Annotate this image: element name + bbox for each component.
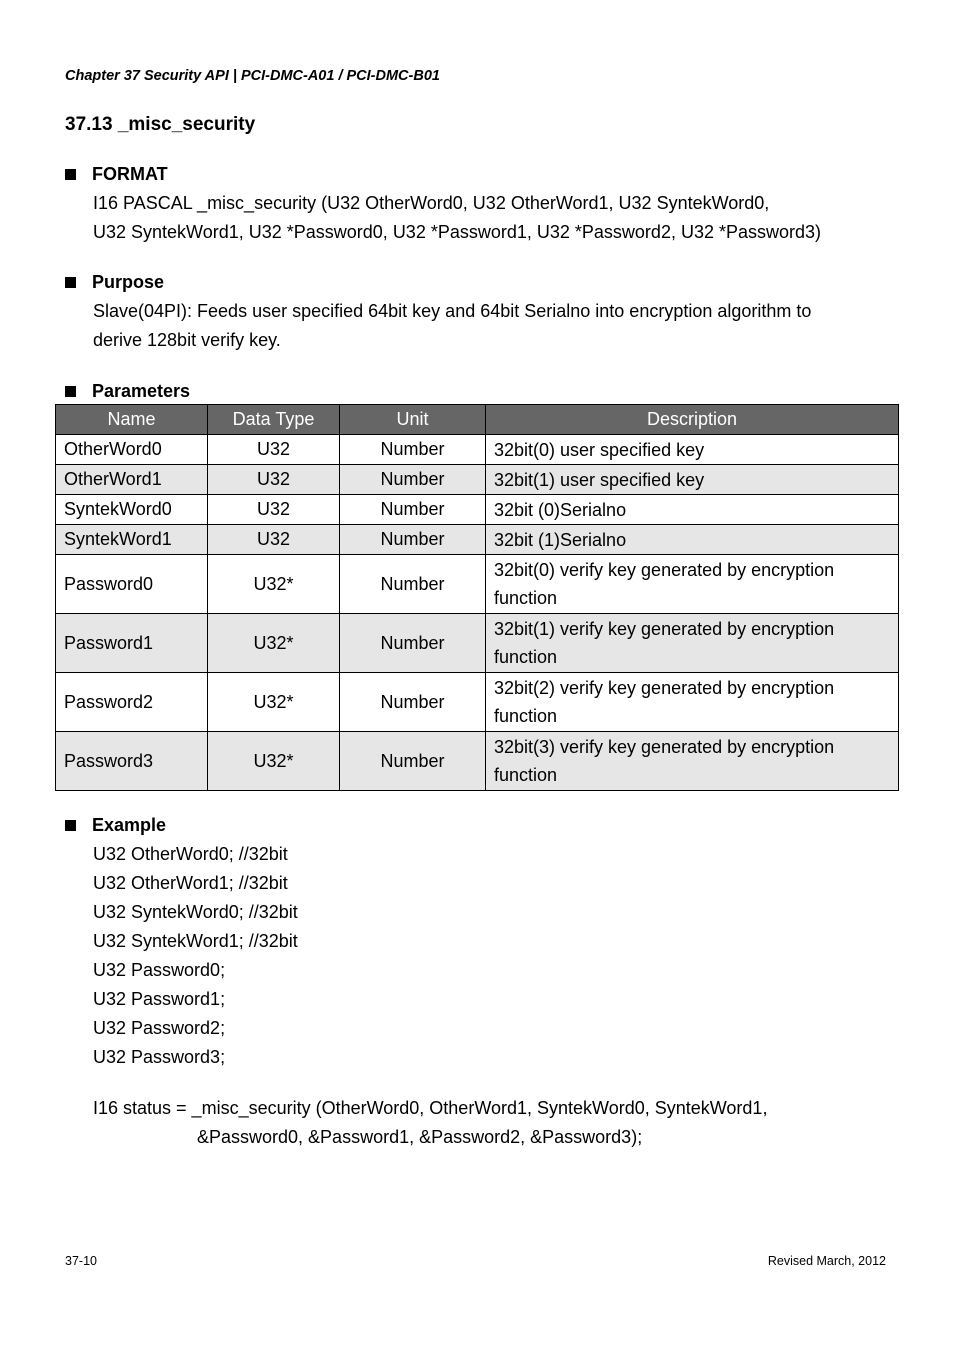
description-line: 32bit (1)Serialno: [494, 529, 627, 550]
param-type: U32: [208, 465, 340, 495]
param-unit: Number: [340, 435, 486, 465]
revision-date: Revised March, 2012: [767, 1254, 886, 1268]
param-unit: Number: [340, 614, 486, 673]
format-heading-label: FORMAT: [92, 164, 168, 184]
table-row: [56, 673, 899, 732]
description-line: 32bit(0) user specified key: [494, 439, 705, 460]
param-description: [486, 435, 899, 465]
param-name: Password1: [56, 614, 208, 673]
description-line: 32bit(1) user specified key: [494, 469, 705, 490]
code-line: U32 SyntekWord0; //32bit: [93, 902, 298, 922]
table-row: [56, 495, 899, 525]
purpose-heading: [65, 270, 895, 294]
param-type: U32*: [208, 673, 340, 732]
param-type: U32*: [208, 555, 340, 614]
description-line: 32bit(3) verify key generated by encryption: [494, 737, 835, 757]
code-line: U32 Password1;: [93, 989, 226, 1009]
section-title: 37.13 _misc_security: [65, 114, 256, 135]
param-unit: Number: [340, 495, 486, 525]
param-description: [486, 555, 899, 614]
code-line: U32 Password3;: [93, 1047, 226, 1067]
param-unit: Number: [340, 555, 486, 614]
table-row: [56, 435, 899, 465]
example-code: [93, 840, 895, 1152]
param-description: [486, 732, 899, 791]
code-spacer: [93, 1072, 895, 1094]
param-name: OtherWord0: [56, 435, 208, 465]
param-unit: Number: [340, 673, 486, 732]
chapter-header: Chapter 37 Security API | PCI-DMC-A01 / PCI-DMC-B01: [65, 68, 440, 84]
purpose-section: [65, 270, 895, 355]
format-signature: [93, 189, 895, 247]
code-line: U32 OtherWord1; //32bit: [93, 873, 288, 893]
param-name: OtherWord1: [56, 465, 208, 495]
description-line: function: [494, 765, 558, 785]
param-description: [486, 525, 899, 555]
param-description: [486, 614, 899, 673]
description-line: 32bit(2) verify key generated by encryption: [494, 678, 835, 698]
table-header-row: [56, 405, 899, 435]
parameters-heading-label: Parameters: [92, 381, 191, 401]
code-line: U32 Password2;: [93, 1018, 226, 1038]
table-row: [56, 614, 899, 673]
code-line: I16 status = _misc_security (OtherWord0, OtherWord1, SyntekWord0, SyntekWord1,: [93, 1098, 768, 1118]
table-row: [56, 525, 899, 555]
param-name: Password3: [56, 732, 208, 791]
param-name: SyntekWord0: [56, 495, 208, 525]
param-name: SyntekWord1: [56, 525, 208, 555]
description-line: function: [494, 706, 558, 726]
purpose-heading-label: Purpose: [92, 272, 165, 292]
param-description: [486, 495, 899, 525]
param-name: Password2: [56, 673, 208, 732]
description-line: 32bit(0) verify key generated by encryption: [494, 560, 835, 580]
param-type: U32*: [208, 614, 340, 673]
parameters-section: [65, 379, 895, 403]
format-line: U32 SyntekWord1, U32 *Password0, U32 *Password1, U32 *Password2, U32 *Password3): [93, 222, 822, 242]
square-bullet-icon: [65, 386, 76, 397]
description-line: function: [494, 588, 558, 608]
code-line: U32 SyntekWord1; //32bit: [93, 931, 298, 951]
description-line: function: [494, 647, 558, 667]
column-header-data-type: Data Type: [208, 405, 340, 435]
code-line: U32 OtherWord0; //32bit: [93, 844, 288, 864]
purpose-text: [93, 297, 895, 355]
parameters-heading: [65, 379, 895, 403]
table-row: [56, 555, 899, 614]
param-unit: Number: [340, 525, 486, 555]
format-heading: [65, 162, 895, 186]
param-unit: Number: [340, 732, 486, 791]
format-line: I16 PASCAL _misc_security (U32 OtherWord0, U32 OtherWord1, U32 SyntekWord0,: [93, 193, 770, 213]
param-description: [486, 465, 899, 495]
param-type: U32: [208, 495, 340, 525]
column-header-unit: Unit: [340, 405, 486, 435]
example-heading: [65, 813, 895, 837]
purpose-line: derive 128bit verify key.: [93, 330, 281, 350]
purpose-line: Slave(04PI): Feeds user specified 64bit key and 64bit Serialno into encryption algorithm to: [93, 301, 812, 321]
param-description: [486, 673, 899, 732]
column-header-name: Name: [56, 405, 208, 435]
square-bullet-icon: [65, 169, 76, 180]
param-type: U32*: [208, 732, 340, 791]
table-row: [56, 465, 899, 495]
param-unit: Number: [340, 465, 486, 495]
table-row: [56, 732, 899, 791]
param-type: U32: [208, 525, 340, 555]
square-bullet-icon: [65, 820, 76, 831]
description-line: 32bit(1) verify key generated by encryption: [494, 619, 835, 639]
example-heading-label: Example: [92, 815, 167, 835]
format-section: [65, 162, 895, 247]
page-number: 37-10: [65, 1254, 97, 1268]
column-header-description: Description: [486, 405, 899, 435]
parameters-table: [55, 404, 899, 791]
example-section: [65, 813, 895, 1152]
param-type: U32: [208, 435, 340, 465]
param-name: Password0: [56, 555, 208, 614]
square-bullet-icon: [65, 277, 76, 288]
code-line: U32 Password0;: [93, 960, 226, 980]
description-line: 32bit (0)Serialno: [494, 499, 627, 520]
code-line: &Password0, &Password1, &Password2, &Password3);: [197, 1127, 643, 1147]
